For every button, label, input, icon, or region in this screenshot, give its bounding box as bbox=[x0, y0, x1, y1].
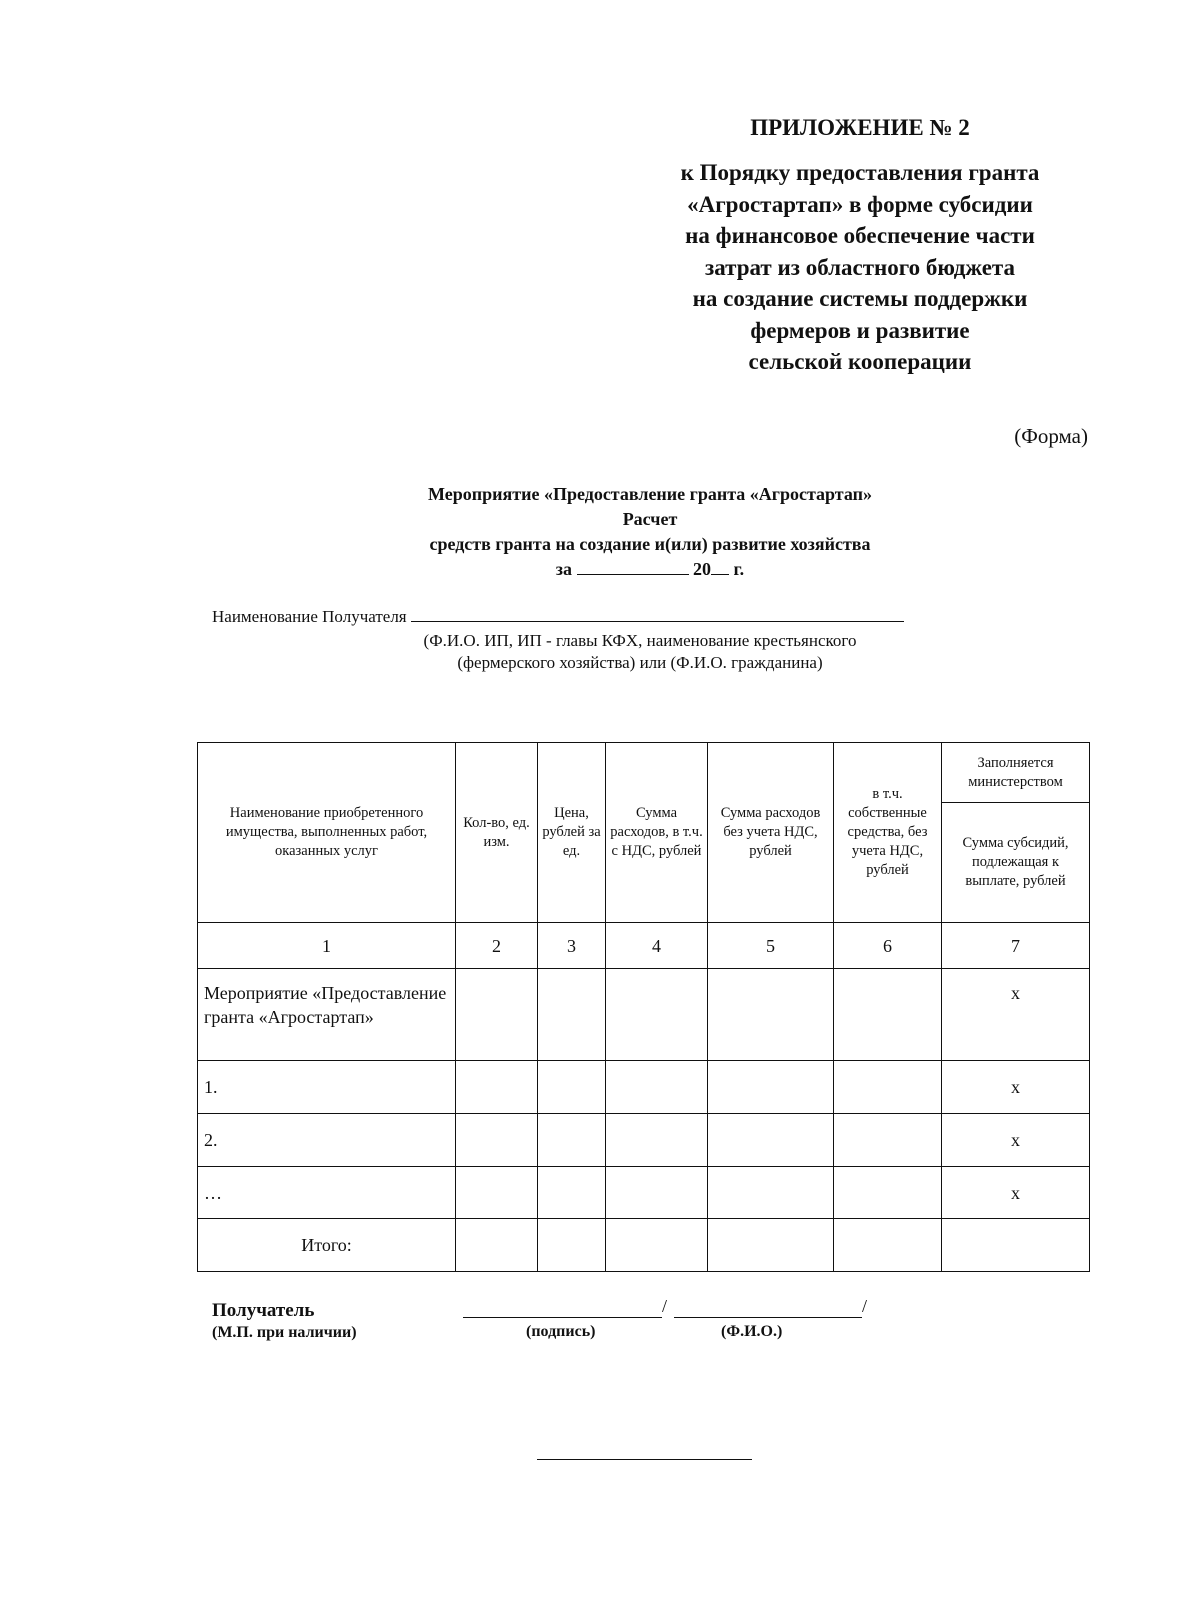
table-cell[interactable] bbox=[708, 1114, 834, 1167]
col-header-sum-novat: Сумма расходов без учета НДС, рублей bbox=[708, 743, 834, 923]
col-number: 7 bbox=[942, 923, 1090, 969]
table-cell[interactable] bbox=[606, 1061, 708, 1114]
appendix-line: фермеров и развитие bbox=[750, 317, 970, 343]
bottom-divider bbox=[537, 1459, 752, 1460]
row-x-mark: х bbox=[942, 1114, 1090, 1167]
table-cell[interactable] bbox=[456, 1167, 538, 1219]
table-cell[interactable] bbox=[834, 1219, 942, 1272]
col-number: 6 bbox=[834, 923, 942, 969]
col-header-name: Наименование приобретенного имущества, выполненных работ, оказанных услуг bbox=[198, 743, 456, 923]
table-cell[interactable] bbox=[538, 1114, 606, 1167]
col-number: 2 bbox=[456, 923, 538, 969]
col-number: 3 bbox=[538, 923, 606, 969]
period-year-field[interactable] bbox=[711, 559, 729, 575]
table-cell[interactable] bbox=[708, 1219, 834, 1272]
table-cell[interactable] bbox=[538, 969, 606, 1061]
col-header-qty: Кол-во, ед. изм. bbox=[456, 743, 538, 923]
table-cell[interactable] bbox=[834, 1061, 942, 1114]
row-name-cell: Мероприятие «Предоставление гранта «Агростартап» bbox=[198, 969, 456, 1061]
row-name-cell: … bbox=[198, 1167, 456, 1219]
appendix-line: к Порядку предоставления гранта bbox=[680, 160, 1040, 185]
recipient-line bbox=[212, 606, 904, 627]
appendix-title: ПРИЛОЖЕНИЕ № 2 bbox=[750, 115, 970, 140]
table-cell[interactable] bbox=[834, 1167, 942, 1219]
signature-block bbox=[212, 1299, 357, 1343]
period-month-field[interactable] bbox=[577, 559, 689, 575]
period-year: 20 bbox=[693, 559, 712, 579]
heading-purpose: средств гранта на создание и(или) развитие хозяйства bbox=[429, 534, 871, 554]
table-row-total bbox=[198, 1219, 1090, 1272]
row-x-mark: х bbox=[942, 1061, 1090, 1114]
table-cell[interactable] bbox=[538, 1219, 606, 1272]
row-name-cell: 2. bbox=[198, 1114, 456, 1167]
appendix-line: «Агростартап» в форме субсидии bbox=[687, 191, 1033, 217]
signature-slash: / bbox=[862, 1296, 868, 1316]
table-cell[interactable] bbox=[456, 969, 538, 1061]
table-cell[interactable] bbox=[942, 1219, 1090, 1272]
recipient-label: Наименование Получателя bbox=[212, 607, 407, 626]
appendix-line: на создание системы поддержки bbox=[692, 286, 1028, 311]
table-row bbox=[198, 1114, 1090, 1167]
appendix-line: затрат из областного бюджета bbox=[705, 254, 1015, 280]
col-number: 1 bbox=[198, 923, 456, 969]
table-row bbox=[198, 1061, 1090, 1114]
name-caption: (Ф.И.О.) bbox=[721, 1323, 783, 1340]
table-cell[interactable] bbox=[456, 1114, 538, 1167]
col-header-sum-vat: Сумма расходов, в т.ч. с НДС, рублей bbox=[606, 743, 708, 923]
signature-slash: / bbox=[662, 1296, 668, 1316]
table-cell[interactable] bbox=[606, 1114, 708, 1167]
table-cell[interactable] bbox=[456, 1061, 538, 1114]
recipient-name-field[interactable] bbox=[411, 606, 904, 622]
table-cell[interactable] bbox=[708, 1167, 834, 1219]
signature-recipient-label: Получатель bbox=[212, 1300, 315, 1321]
sign-caption: (подпись) bbox=[526, 1323, 596, 1340]
heading-period bbox=[330, 557, 970, 582]
appendix-text bbox=[640, 157, 1080, 378]
signature-name-field[interactable] bbox=[674, 1302, 862, 1318]
table-cell[interactable] bbox=[606, 1219, 708, 1272]
table-cell[interactable] bbox=[456, 1219, 538, 1272]
table-cell[interactable] bbox=[708, 1061, 834, 1114]
col-header-price: Цена, рублей за ед. bbox=[538, 743, 606, 923]
table-cell[interactable] bbox=[538, 1167, 606, 1219]
row-x-mark: х bbox=[942, 1167, 1090, 1219]
form-label: (Форма) bbox=[1014, 424, 1088, 448]
heading-calc: Расчет bbox=[622, 509, 678, 529]
table-row bbox=[198, 1167, 1090, 1219]
col-header-own-funds: в т.ч. собственные средства, без учета НДС, рублей bbox=[834, 743, 942, 923]
col-header-ministry-group: Заполняется министерством bbox=[942, 743, 1090, 803]
col-number: 5 bbox=[708, 923, 834, 969]
table-cell[interactable] bbox=[834, 1114, 942, 1167]
table-cell[interactable] bbox=[606, 969, 708, 1061]
table-cell[interactable] bbox=[606, 1167, 708, 1219]
signature-sign-field[interactable] bbox=[463, 1302, 662, 1318]
appendix-line: сельской кооперации bbox=[748, 349, 972, 374]
total-label: Итого: bbox=[198, 1219, 456, 1272]
table-row bbox=[198, 969, 1090, 1061]
col-header-subsidy: Сумма субсидий, подлежащая к выплате, рублей bbox=[942, 803, 1090, 923]
document-heading bbox=[330, 482, 970, 582]
recipient-note bbox=[360, 630, 920, 674]
table-cell[interactable] bbox=[834, 969, 942, 1061]
grant-calculation-table bbox=[197, 742, 1090, 1272]
table-cell[interactable] bbox=[708, 969, 834, 1061]
signature-stamp-label: (М.П. при наличии) bbox=[212, 1324, 357, 1341]
period-suffix: г. bbox=[733, 559, 745, 579]
heading-event: Мероприятие «Предоставление гранта «Агростартап» bbox=[428, 484, 872, 504]
row-name-cell: 1. bbox=[198, 1061, 456, 1114]
period-prefix: за bbox=[555, 559, 573, 579]
appendix-line: на финансовое обеспечение части bbox=[685, 223, 1035, 248]
table-cell[interactable] bbox=[538, 1061, 606, 1114]
recipient-note-line: (фермерского хозяйства) или (Ф.И.О. гражданина) bbox=[457, 653, 823, 672]
col-number: 4 bbox=[606, 923, 708, 969]
row-x-mark: х bbox=[942, 969, 1090, 1061]
recipient-note-line: (Ф.И.О. ИП, ИП - главы КФХ, наименование крестьянского bbox=[423, 631, 857, 650]
